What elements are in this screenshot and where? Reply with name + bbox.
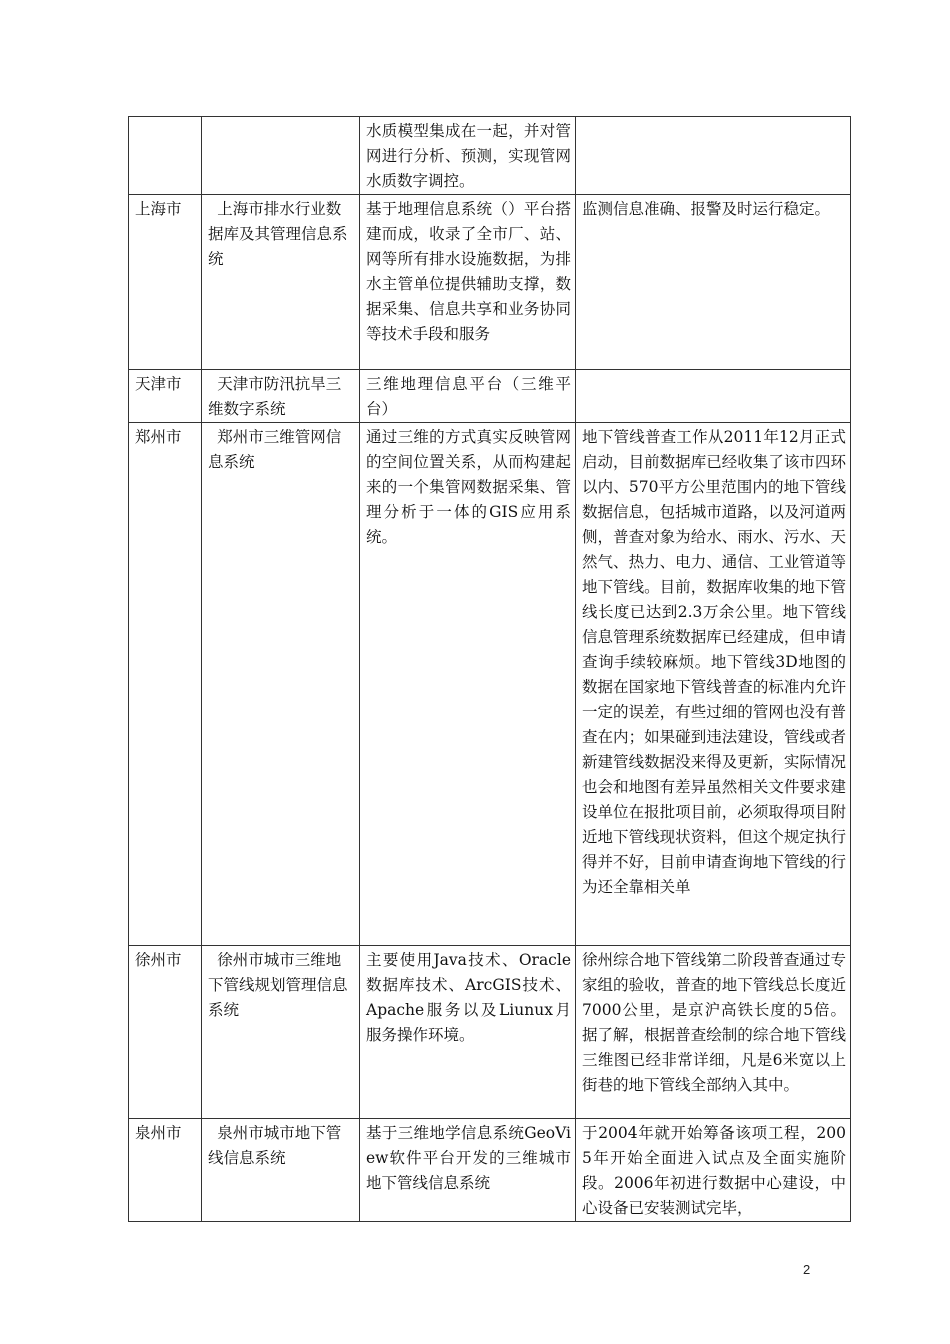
city-cell xyxy=(129,117,202,195)
city-cell: 徐州市 xyxy=(129,946,202,1119)
pipeline-systems-table xyxy=(128,116,851,1222)
technology-cell: 三维地理信息平台（三维平台） xyxy=(360,370,576,423)
technology-cell: 基于地理信息系统（）平台搭建而成，收录了全市厂、站、网等所有排水设施数据，为排水主管单位提供辅助支撑，数据采集、信息共享和业务协同等技术手段和服务 xyxy=(360,195,576,370)
status-cell: 于2004年就开始筹备该项工程，2005年开始全面进入试点及全面实施阶段。2006年初进行数据中心建设，中心设备已安装测试完毕， xyxy=(576,1119,851,1222)
city-cell: 天津市 xyxy=(129,370,202,423)
technology-cell: 通过三维的方式真实反映管网的空间位置关系，从而构建起来的一个集管网数据采集、管理分析于一体的GIS应用系统。 xyxy=(360,423,576,946)
system-name-cell: 上海市排水行业数据库及其管理信息系统 xyxy=(202,195,360,370)
table-row xyxy=(129,423,851,946)
city-cell: 上海市 xyxy=(129,195,202,370)
table-row xyxy=(129,195,851,370)
technology-cell: 主要使用Java技术、Oracle数据库技术、ArcGIS技术、Apache服务以及Liunux月服务操作环境。 xyxy=(360,946,576,1119)
system-name-cell: 天津市防汛抗旱三维数字系统 xyxy=(202,370,360,423)
status-cell xyxy=(576,370,851,423)
technology-cell: 基于三维地学信息系统GeoView软件平台开发的三维城市地下管线信息系统 xyxy=(360,1119,576,1222)
status-cell xyxy=(576,117,851,195)
status-cell: 徐州综合地下管线第二阶段普查通过专家组的验收，普查的地下管线总长度近7000公里，是京沪高铁长度的5倍。据了解，根据普查绘制的综合地下管线三维图已经非常详细，凡是6米宽以上街巷的地下管线全部纳入其中。 xyxy=(576,946,851,1119)
table-row xyxy=(129,946,851,1119)
status-cell xyxy=(576,423,851,946)
technology-cell: 水质模型集成在一起，并对管网进行分析、预测，实现管网水质数字调控。 xyxy=(360,117,576,195)
table-row xyxy=(129,370,851,423)
system-name-cell: 泉州市城市地下管线信息系统 xyxy=(202,1119,360,1222)
city-cell: 郑州市 xyxy=(129,423,202,946)
city-cell: 泉州市 xyxy=(129,1119,202,1222)
status-text: 地下管线普查工作从2011年12月正式启动，目前数据库已经收集了该市四环以内、570平方公里范围内的地下管线数据信息，包括城市道路，以及河道两侧，普查对象为给水、雨水、污水、天然气、热力、电力、通信、工业管道等地下管线。目前，数据库收集的地下管线长度已达到2.3万余公里。地下管线信息管理系统数据库已经建成，但申请查询手续较麻烦。地下管线3D地图的数据在国家地下管线普查的标准内允许一定的误差，有些过细的管网也没有普查在内；如果碰到违法建设，管线或者新建管线数据没来得及更新，实际情况也会和地图有差异虽然相关文件要求建设单位在报批项目前，必须取得项目附近地下管线现状资料，但这个规定执行得并不好，目前申请查询地下管线的行为还全靠相关单 xyxy=(582,428,846,896)
table-row xyxy=(129,1119,851,1222)
system-name-cell: 徐州市城市三维地下管线规划管理信息系统 xyxy=(202,946,360,1119)
table-row xyxy=(129,117,851,195)
system-name-cell xyxy=(202,117,360,195)
page-number: 2 xyxy=(803,1262,811,1277)
system-name-cell: 郑州市三维管网信息系统 xyxy=(202,423,360,946)
status-cell: 监测信息准确、报警及时运行稳定。 xyxy=(576,195,851,370)
